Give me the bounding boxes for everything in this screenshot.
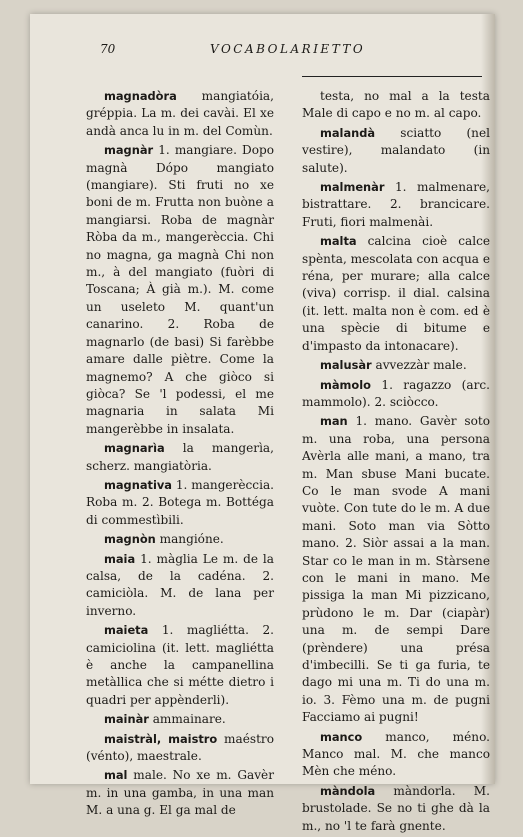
dictionary-entry [302, 233, 490, 355]
dictionary-entry [302, 88, 490, 123]
entry-definition: 1. magliétta. 2. camiciolina (it. lett. magliétta è anche la campanellina metàllica che si métte dietro i quadri per appènderli). [86, 623, 274, 707]
dictionary-entry [86, 142, 274, 438]
entry-headword: man [320, 414, 348, 429]
dictionary-entry [86, 88, 274, 140]
entry-definition: mangiatóia, gréppia. La m. dei cavài. El xe andà anca lu in m. del Comùn. [86, 89, 274, 138]
entry-headword: magnarìa [104, 441, 165, 456]
running-title: VOCABOLARIETTO [210, 42, 366, 56]
entry-definition: 1. malmenare, bistrattare. 2. brancicare. Fruti, fiori malmenài. [302, 180, 490, 229]
dictionary-entry [86, 731, 274, 766]
dictionary-entry [86, 477, 274, 529]
entry-headword: malandà [320, 125, 376, 140]
dictionary-entry [302, 179, 490, 231]
entry-definition: 1. mano. Gavèr soto m. una roba, una persona Avèrla alle mani, a mano, tra m. Man sbuse Mani bucate. Co le man svode A mani vuòte. Con tute do le m. A due mani. Soto man via Sòtto mano. 2. Siòr assai a la man. Star co le man in m. Stàrsene con le mani in mano. Me pissiga la man Mi pizzicano, prùdono le m. Dar (ciapàr) una m. de sempi Dare (prèndere) una présa d'imbecilli. Se ti ga furia, te dago mi una m. Ti do una m. io. 3. Fèmo una m. de pugni Facciamo ai pugni! [302, 414, 490, 725]
entry-headword: maistràl, maistro [104, 731, 218, 746]
dictionary-entry [86, 622, 274, 709]
dictionary-page [30, 14, 495, 833]
entry-definition: maéstro (vénto), maestrale. [86, 731, 274, 764]
dictionary-entry [302, 377, 490, 412]
entry-headword: mal [104, 768, 128, 783]
entry-headword: magnàr [104, 143, 154, 158]
entry-definition: la mangerìa, scherz. mangiatòria. [86, 441, 274, 473]
entry-definition: màndorla. M. brustolade. Se no ti ghe dà la m., no 'l te farà gnente. [302, 783, 490, 833]
entry-headword: malta [320, 234, 357, 249]
dictionary-entry [86, 531, 274, 548]
entry-definition: 1. mangerèccia. Roba m. 2. Botega m. Bottéga di commestìbili. [86, 477, 274, 527]
entry-definition: ammainare. [148, 712, 226, 727]
entry-headword: magnòn [104, 532, 156, 547]
column-rule [302, 76, 482, 77]
entry-headword: maia [104, 551, 136, 566]
entry-headword: malmenàr [320, 180, 385, 195]
dictionary-entry [86, 551, 274, 621]
page-number: 70 [100, 42, 116, 56]
entry-headword: malusàr [320, 358, 372, 373]
dictionary-entry [302, 783, 490, 835]
entry-headword: màmolo [320, 377, 371, 392]
entry-headword: magnativa [104, 477, 172, 492]
left-column [86, 88, 274, 822]
dictionary-entry [86, 767, 274, 819]
page-header [100, 42, 420, 64]
entry-definition: avvezzàr male. [371, 358, 467, 373]
entry-definition: male. No xe m. Gavèr m. in una gamba, in una man M. a una g. El ga mal de [86, 768, 274, 818]
entry-definition: sciatto (nel vestire), malandato (in salute). [302, 125, 490, 175]
right-column [302, 88, 490, 837]
entry-definition: mangióne. [155, 532, 224, 547]
entry-definition: 1. mangiare. Dopo magnà Dópo mangiato (mangiare). Sti fruti no xe boni de m. Frutta non buòne a mangiarsi. Roba de magnàr Ròba da m., mangerèccia. Chi no magna, ga magnà Chi non m., à del mangiato (fuòri di Toscana; À già m.). M. come un useleto M. quant'un canarino. 2. Roba de magnarlo (de basi) Si farèbbe amare dalle piètre. Come la magnemo? A che giòco si giòca? Se 'l podessi, el me magnaria in salata Mi mangerèbbe in insalata. [86, 143, 274, 436]
dictionary-entry [302, 413, 490, 726]
entry-definition: 1. màglia Le m. de la calsa, de la cadéna. 2. camiciòla. M. de lana per inverno. [86, 551, 274, 618]
entry-headword: maieta [104, 623, 149, 638]
entry-headword: magnadòra [104, 89, 177, 103]
entry-definition: manco, méno. Manco mal. M. che manco Mèn che méno. [302, 729, 490, 779]
entry-definition: 1. ragazzo (arc. mammolo). 2. sciòcco. [302, 377, 490, 409]
entry-definition: testa, no mal a la testa Male di capo e no m. al capo. [302, 89, 490, 121]
dictionary-entry [86, 440, 274, 475]
dictionary-entry [302, 357, 490, 374]
dictionary-entry [86, 711, 274, 728]
dictionary-entry [302, 125, 490, 177]
entry-headword: màndola [320, 783, 376, 798]
entry-headword: mainàr [104, 712, 149, 727]
entry-headword: manco [320, 729, 363, 744]
entry-definition: calcina cioè calce spènta, mescolata con acqua e réna, per murare; alla calce (viva) corrisp. il dial. calsina (it. lett. malta non è com. ed è una spècie di bitume e d'impasto da intonacare). [302, 234, 490, 353]
dictionary-entry [302, 729, 490, 781]
